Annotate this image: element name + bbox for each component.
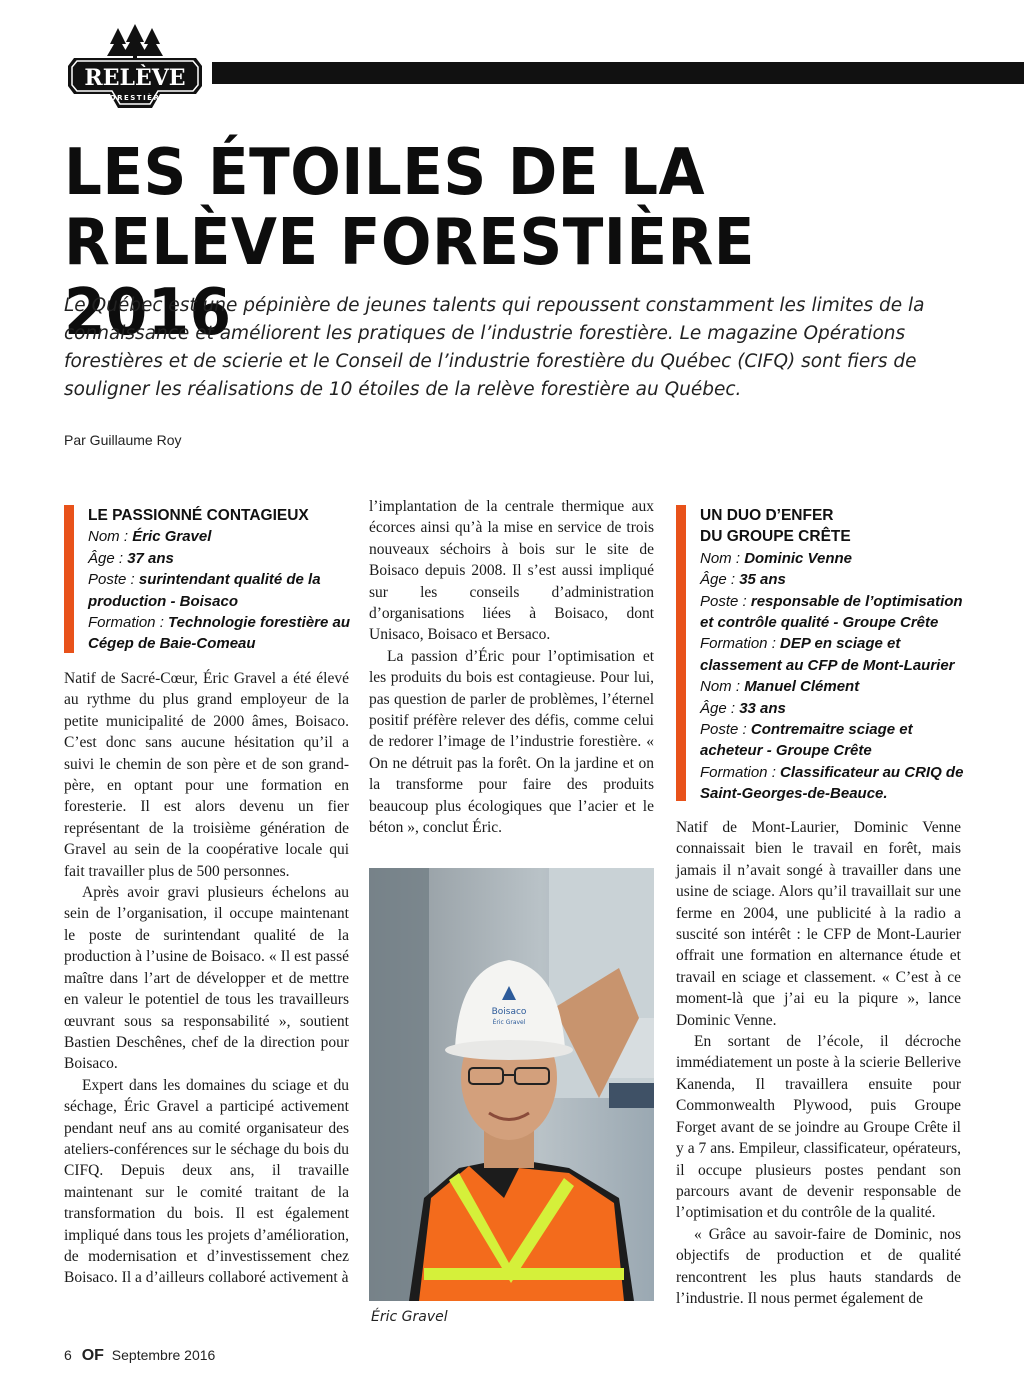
article-title: LES ÉTOILES DE LA RELÈVE FORESTIÈRE 2016 — [64, 136, 755, 350]
profile-formation-row: Formation : DEP en sciage et classement au CFP de Mont-Laurier — [700, 635, 955, 674]
profile-heading: DU GROUPE CRÊTE — [700, 528, 851, 546]
paragraph: En sortant de l’école, il décroche immédiatement un poste à la scierie Bellerive Kanenda, Il travaillera ensuite pour Commonwealth Plywood, puis Groupe Forget avant de se joindre au Groupe Crête il y a 7 ans. Empileur, classificateur, opérateurs, il occupe plusieurs postes pendant son parcours avant de devenir responsable de l’optimisation et du contrôle de la qualité. — [676, 1033, 961, 1222]
issue-date: Septembre 2016 — [111, 1347, 216, 1363]
paragraph: Natif de Sacré-Cœur, Éric Gravel a été élevé au rythme du plus grand employeur de la petite municipalité de 2000 âmes, Boisaco. C’est donc sans aucune hésitation qu’il a suivi le chemin de son père et de son grand-père, en optant pour une formation en foresterie. Il est alors devenu un fier représentant de la troisième génération de Gravel au sein de la coopérative locale qui fait travailler plus de 500 personnes. — [64, 670, 349, 880]
profile-age-row: Âge : 37 ans — [88, 549, 174, 567]
logo-text: RELÈVE — [84, 65, 186, 91]
profile-age-row: Âge : 35 ans — [700, 571, 786, 589]
byline: Par Guillaume Roy — [64, 432, 182, 448]
trees-icon — [107, 24, 163, 62]
profile-name-row: Nom : Manuel Clément — [700, 678, 860, 696]
accent-bar — [64, 505, 74, 653]
logo-subtext: FORESTIÈRE — [103, 94, 167, 102]
article-lede: Le Québec est une pépinière de jeunes talents qui repoussent constamment les limites de la connaissance et améliorent les pratiques de l’industrie forestière. Le magazine Opérations forestières et de scierie et le Conseil de l’industrie forestière du Québec (CIFQ) sont fiers de souligner les réalisations de 10 étoiles de la relève forestière au Québec. — [64, 295, 925, 400]
profile-age-row: Âge : 33 ans — [700, 699, 786, 717]
paragraph: Natif de Mont-Laurier, Dominic Venne connaissait bien le travail en forêt, mais jamais il n’avait songé à travailler dans une usine de sciage. Alors qu’il travaillait sur une ferme en 2004, une publicité à la radio a suscité son intérêt : le CFP de Mont-Laurier offrait une formation en alternance étude et travail en sciage et classement. « C’est à ce moment-là que j’ai eu la piqure », lance Dominic Venne. — [676, 819, 961, 1029]
paragraph: Après avoir gravi plusieurs échelons au sein de l’organisation, il occupe maintenant le poste de surintendant qualité de la production à l’usine de Boisaco. « Il est passé maître dans l’art de développer et de mettre en valeur le potentiel de tous les travailleurs œuvrant sous sa responsabilité », soutient Bastien Deschênes, chef de la direction pour Boisaco. — [64, 884, 349, 1073]
magazine-name: OF — [81, 1347, 104, 1364]
profile-formation-row: Formation : Technologie forestière au Cégep de Baie-Comeau — [88, 614, 351, 653]
article-column-1 — [64, 668, 349, 1289]
profile-poste-row: Poste : Contremaitre sciage et acheteur - Groupe Crête — [700, 721, 913, 760]
article-column-3 — [676, 817, 961, 1309]
page-footer — [64, 1347, 215, 1365]
helmet-name: Éric Gravel — [492, 1019, 526, 1026]
photo-caption: Éric Gravel — [371, 1309, 448, 1325]
paragraph: Expert dans les domaines du sciage et du séchage, Éric Gravel a participé activement pendant neuf ans au comité organisateur des ateliers-conférences sur le séchage du bois du CIFQ. Depuis deux ans, il travaille maintenant sur le comité traitant de la transformation du bois. Il est également impliqué dans tous les projets d’amélioration, de modernisation et d’investissement chez Boisaco. Il a d’ailleurs collaboré activement à — [64, 1076, 349, 1287]
header-rule — [212, 62, 1024, 84]
profile-heading: UN DUO D’ENFER — [700, 507, 834, 524]
page-number: 6 — [64, 1347, 72, 1363]
paragraph: l’implantation de la centrale thermique aux écorces ainsi qu’à la mise en service de trois nouveaux séchoirs à bois sur le site de Boisaco depuis 2008. Il s’est aussi impliqué sur les conseils d’administration d’organisations liées à Boisaco, dont Unisaco, Boisaco et Bersaco. — [369, 498, 654, 644]
profile-box-groupe-crete — [676, 505, 966, 805]
helmet-brand: Boisaco — [491, 1007, 527, 1017]
paragraph: La passion d’Éric pour l’optimisation et les produits du bois est contagieuse. Pour lui, pas question de parler de problèmes, l’éternel positif préfère relever des défis, comme celui de redorer l’image de l’industrie forestière. « On ne détruit pas la forêt. On la jardine et on la transforme pour faire des produits beaucoup plus écologiques que l’acier et le béton », conclut Éric. — [369, 647, 654, 837]
portrait-photo — [369, 868, 654, 1301]
profile-heading: LE PASSIONNÉ CONTAGIEUX — [88, 507, 309, 524]
profile-box-eric-gravel — [64, 505, 354, 655]
profile-poste-row: Poste : responsable de l’optimisation et contrôle qualité - Groupe Crête — [700, 592, 963, 632]
article-column-2 — [369, 496, 654, 839]
profile-name-row: Nom : Éric Gravel — [88, 528, 212, 546]
accent-bar — [676, 505, 686, 801]
releve-forestiere-logo — [60, 22, 210, 112]
paragraph: « Grâce au savoir-faire de Dominic, nos objectifs de production et de qualité rencontrent les plus hauts standards de l’industrie. Il nous permet également de — [676, 1225, 961, 1307]
profile-name-row: Nom : Dominic Venne — [700, 549, 852, 567]
profile-poste-row: Poste : surintendant qualité de la production - Boisaco — [88, 571, 321, 610]
profile-formation-row: Formation : Classificateur au CRIQ de Saint-Georges-de-Beauce. — [700, 763, 964, 803]
